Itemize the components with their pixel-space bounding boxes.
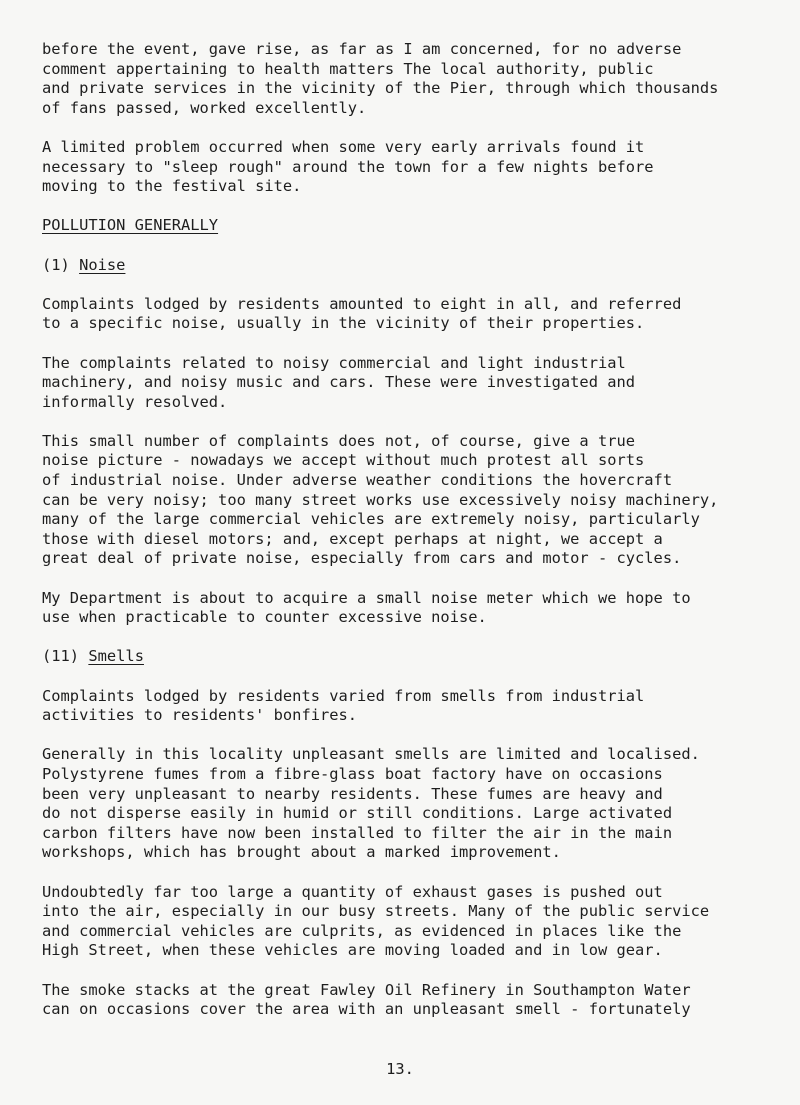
text-line: those with diesel motors; and, except perhaps at night, we accept a	[42, 529, 663, 548]
noise-number: (1)	[42, 255, 70, 274]
text-line: informally resolved.	[42, 392, 228, 411]
page-number: 13.	[386, 1060, 414, 1078]
section-heading: POLLUTION GENERALLY	[42, 216, 219, 235]
text-line: comment appertaining to health matters The local authority, public	[42, 59, 654, 78]
text-line: A limited problem occurred when some very early arrivals found it	[42, 137, 645, 156]
text-line: carbon filters have now been installed to filter the air in the main	[42, 823, 673, 842]
text-line: This small number of complaints does not, of course, give a true	[42, 431, 636, 450]
text-line: noise picture - nowadays we accept without much protest all sorts	[42, 451, 645, 470]
text-line: of industrial noise. Under adverse weather conditions the hovercraft	[42, 471, 673, 490]
text-line: many of the large commercial vehicles are extremely noisy, particularly	[42, 510, 700, 529]
text-line: machinery, and noisy music and cars. These were investigated and	[42, 373, 636, 392]
text-line: activities to residents' bonfires.	[42, 706, 358, 725]
text-line: and commercial vehicles are culprits, as evidenced in places like the	[42, 921, 682, 940]
text-line: Complaints lodged by residents amounted to eight in all, and referred	[42, 294, 682, 313]
smells-number: (11)	[42, 647, 80, 666]
smells-paragraph-4	[42, 981, 782, 1020]
sleep-rough-paragraph	[42, 138, 782, 197]
smells-paragraph-1	[42, 687, 782, 726]
text-line: My Department is about to acquire a small noise meter which we hope to	[42, 588, 691, 607]
noise-subheading	[42, 256, 782, 276]
smells-title: Smells	[88, 647, 144, 666]
noise-paragraph-3	[42, 432, 782, 569]
noise-paragraph-2	[42, 354, 782, 413]
text-line: to a specific noise, usually in the vicinity of their properties.	[42, 314, 645, 333]
text-line: Generally in this locality unpleasant smells are limited and localised.	[42, 745, 700, 764]
noise-paragraph-4	[42, 589, 782, 628]
noise-paragraph-1	[42, 295, 782, 334]
intro-paragraph	[42, 40, 782, 118]
noise-title: Noise	[79, 255, 126, 274]
smells-subheading	[42, 647, 782, 667]
text-line: High Street, when these vehicles are moving loaded and in low gear.	[42, 941, 663, 960]
text-line: The smoke stacks at the great Fawley Oil Refinery in Southampton Water	[42, 980, 691, 999]
text-line: workshops, which has brought about a marked improvement.	[42, 843, 561, 862]
text-line: Polystyrene fumes from a fibre-glass boat factory have on occasions	[42, 764, 663, 783]
text-line: Undoubtedly far too large a quantity of exhaust gases is pushed out	[42, 882, 663, 901]
text-line: before the event, gave rise, as far as I am concerned, for no adverse	[42, 40, 682, 58]
text-line: into the air, especially in our busy streets. Many of the public service	[42, 902, 710, 921]
text-line: use when practicable to counter excessive noise.	[42, 608, 487, 627]
text-line: Complaints lodged by residents varied from smells from industrial	[42, 686, 645, 705]
text-line: do not disperse easily in humid or still conditions. Large activated	[42, 804, 673, 823]
text-line: moving to the festival site.	[42, 177, 302, 196]
text-line: great deal of private noise, especially from cars and motor - cycles.	[42, 549, 682, 568]
text-line: The complaints related to noisy commercial and light industrial	[42, 353, 626, 372]
text-line: can be very noisy; too many street works use excessively noisy machinery,	[42, 490, 719, 509]
smells-paragraph-3	[42, 883, 782, 961]
text-line: of fans passed, worked excellently.	[42, 98, 367, 117]
smells-paragraph-2	[42, 745, 782, 863]
text-line: necessary to "sleep rough" around the town for a few nights before	[42, 157, 654, 176]
text-line: been very unpleasant to nearby residents. These fumes are heavy and	[42, 784, 663, 803]
text-line: and private services in the vicinity of the Pier, through which thousands	[42, 79, 719, 98]
document-page	[42, 40, 782, 1020]
text-line: can on occasions cover the area with an unpleasant smell - fortunately	[42, 1000, 691, 1019]
